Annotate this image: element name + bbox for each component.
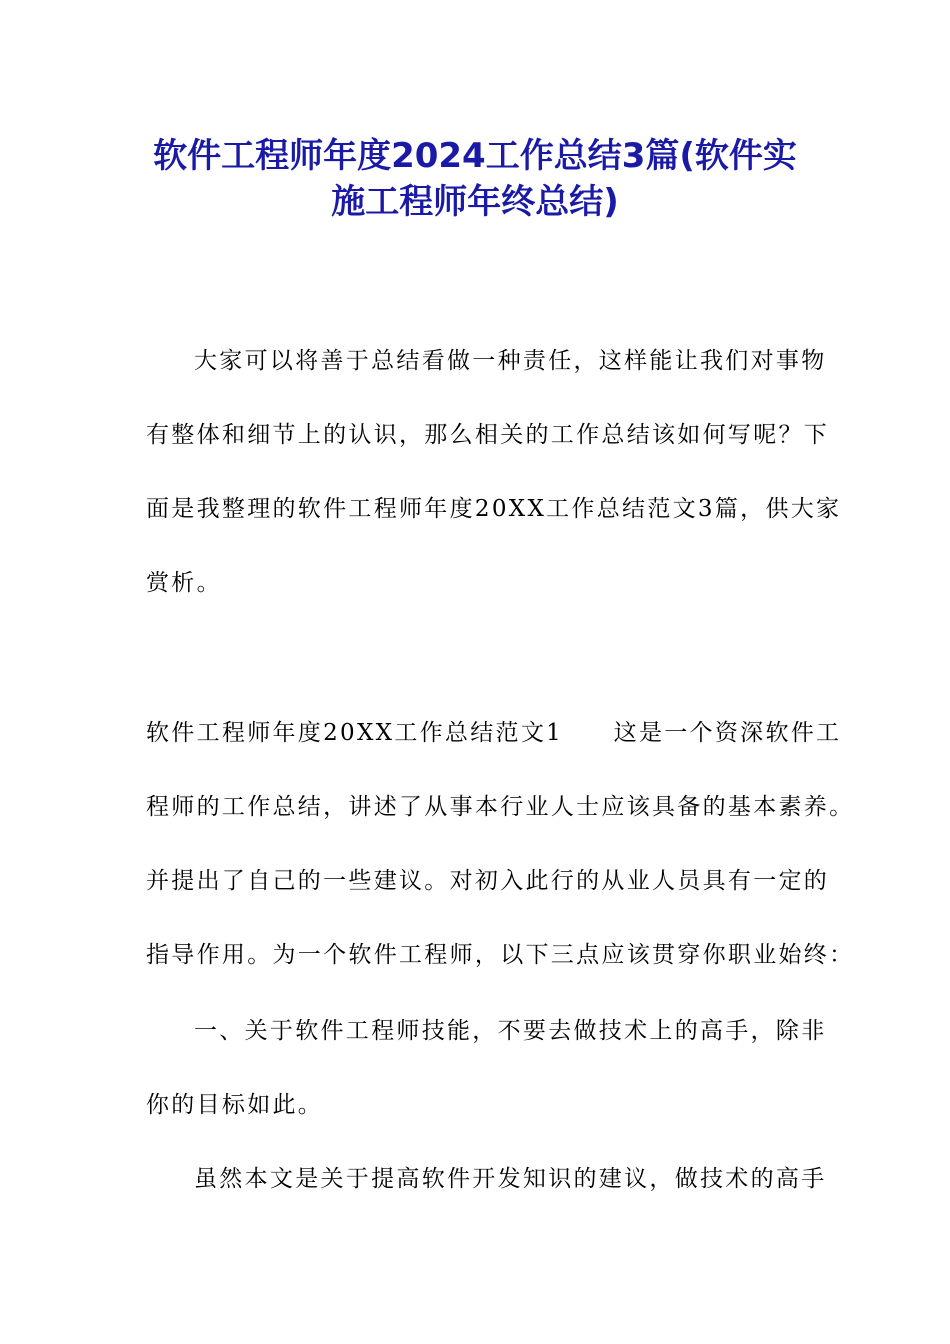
point1-paragraph-line: 一、关于软件工程师技能，不要去做技术上的高手，除非 [194,1018,827,1044]
document-title-line-1: 软件工程师年度2024工作总结3篇(软件实 [153,136,797,176]
section1-paragraph-line: 指导作用。为一个软件工程师，以下三点应该贯穿你职业始终： [146,942,855,968]
section1-paragraph-line: 并提出了自己的一些建议。对初入此行的从业人员具有一定的 [146,868,830,894]
section1-paragraph-line: 程师的工作总结，讲述了从事本行业人士应该具备的基本素养。 [146,794,855,820]
para3-paragraph-line: 虽然本文是关于提高软件开发知识的建议，做技术的高手 [194,1166,827,1192]
point1-paragraph-line: 你的目标如此。 [146,1092,324,1118]
intro-paragraph-line: 赏析。 [146,570,222,596]
document-title-line-2: 施工程师年终总结) [331,182,619,222]
intro-paragraph-line: 面是我整理的软件工程师年度20XX工作总结范文3篇，供大家 [146,496,842,522]
intro-paragraph-line: 大家可以将善于总结看做一种责任，这样能让我们对事物 [194,348,827,374]
intro-paragraph-line: 有整体和细节上的认识，那么相关的工作总结该如何写呢？下 [146,422,830,448]
section1-paragraph-line: 软件工程师年度20XX工作总结范文1 这是一个资深软件工 [146,720,842,746]
